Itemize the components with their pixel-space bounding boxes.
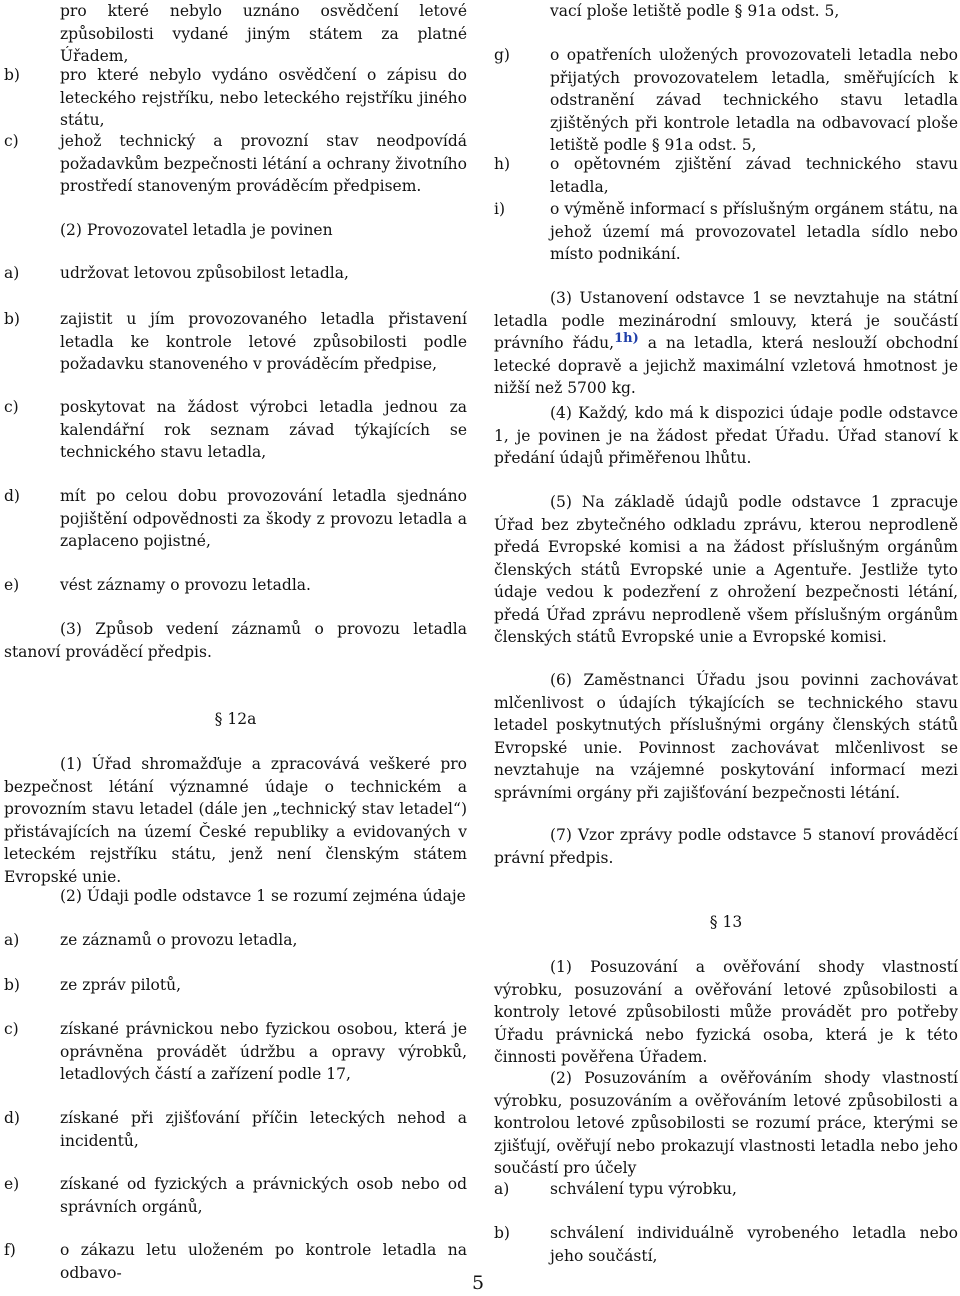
paragraph-6: (6) Zaměstnanci Úřadu jsou povinni zachovávat mlčenlivost o údajích týkajících se technického stavu letadel poskytnutých příslušnými orgány členských států Evropské unie. Povinnost zachovávat mlčenlivost se nevztahuje na vzájemné poskytování informací mezi správními orgány při zajišťování bezpečnosti létání. <box>494 671 958 802</box>
list-text: mít po celou dobu provozování letadla sjednáno pojištění odpovědnosti za škody z provozu letadla a zaplaceno pojistné, <box>60 487 467 550</box>
list-item-e <box>4 1173 467 1218</box>
list-label: i) <box>494 200 506 218</box>
list-text: získané při zjišťování příčin leteckých nehod a incidentů, <box>60 1109 467 1150</box>
list-label: e) <box>4 1175 20 1193</box>
list-text: zajistit u jím provozovaného letadla přistavení letadla ke kontrole letové způsobilosti podle požadavku stanoveného v prováděcím předpise, <box>60 310 467 373</box>
list-item-i <box>494 198 958 266</box>
list-label: g) <box>494 46 510 64</box>
list-label: a) <box>4 931 20 949</box>
section-heading-13: § 13 <box>709 913 743 931</box>
list-text: schválení typu výrobku, <box>550 1180 737 1198</box>
list-item-a <box>494 1178 958 1201</box>
paragraph-4: (4) Každý, kdo má k dispozici údaje podle odstavce 1, je povinen je na žádost předat Úřadu. Úřad stanoví k předání údajů přiměřenou lhůtu. <box>494 404 958 467</box>
paragraph-2: (2) Provozovatel letadla je povinen <box>60 221 333 239</box>
list-label: b) <box>4 976 20 994</box>
list-label: b) <box>4 66 20 84</box>
section-13-paragraph-2: (2) Posuzováním a ověřováním shody vlastností výrobku, posuzováním a ověřováním letové způsobilosti a kontrolou letové způsobilosti se rozumí práce, kterými se zjišťují, ověřují nebo prokazují vlastnosti letadla nebo jeho součástí pro účely <box>494 1069 958 1177</box>
list-item-b <box>494 1222 958 1267</box>
footnote-reference[interactable]: 1h) <box>614 330 639 346</box>
list-label: d) <box>4 487 20 505</box>
section-heading-12a: § 12a <box>214 710 257 728</box>
section-13-paragraph-1: (1) Posuzování a ověřování shody vlastností výrobku, posuzování a ověřování letové způsobilosti a kontroly letové způsobilosti může provádět pro potřeby Úřadu právnická nebo fyzická osoba, která je k této činnosti pověřena Úřadem. <box>494 958 958 1066</box>
list-item-c <box>4 1018 467 1086</box>
list-item-d <box>4 1107 467 1152</box>
list-text: pro které nebylo vydáno osvědčení o zápisu do leteckého rejstříku, nebo leteckého rejstříku jiného státu, <box>60 66 467 129</box>
list-label: b) <box>494 1224 510 1242</box>
list-text: ze záznamů o provozu letadla, <box>60 931 298 949</box>
list-item-b <box>4 64 467 132</box>
list-item-g <box>494 44 958 157</box>
paragraph-3-text-cont: a na letadla, která neslouží obchodní letecké dopravě a jejichž maximální vzletová hmotnost je nižší než 5700 kg. <box>494 334 958 397</box>
list-label: f) <box>4 1241 16 1259</box>
list-item-b <box>4 974 467 997</box>
list-item-a <box>4 262 467 285</box>
item-a-continuation: pro které nebylo uznáno osvědčení letové způsobilosti vydané jiným státem za platné Úřadem, <box>60 2 467 65</box>
list-item-f <box>4 1239 467 1284</box>
list-label: c) <box>4 1020 19 1038</box>
paragraph-3-text: (3) Ustanovení odstavce 1 se nevztahuje na státní letadla podle mezinárodní smlouvy, která je součástí právního řádu, <box>494 289 958 352</box>
list-text: získané právnickou nebo fyzickou osobou, která je oprávněna provádět údržbu a opravy výrobků, letadlových částí a zařízení podle 17, <box>60 1020 467 1083</box>
list-item-d <box>4 485 467 553</box>
list-text: jehož technický a provozní stav neodpovídá požadavkům bezpečnosti létání a ochrany životního prostředí stanoveným prováděcím předpisem. <box>60 132 467 195</box>
paragraph-7: (7) Vzor zprávy podle odstavce 5 stanoví prováděcí právní předpis. <box>494 826 958 867</box>
list-label: d) <box>4 1109 20 1127</box>
list-item-e <box>4 574 467 597</box>
list-label: a) <box>4 264 20 282</box>
list-item-h <box>494 153 958 198</box>
list-item-b <box>4 308 467 376</box>
list-text: vést záznamy o provozu letadla. <box>60 576 311 594</box>
section-12a-paragraph-2: (2) Údaji podle odstavce 1 se rozumí zejména údaje <box>60 887 466 905</box>
list-text: udržovat letovou způsobilost letadla, <box>60 264 349 282</box>
item-f-continuation: vací ploše letiště podle § 91a odst. 5, <box>550 2 840 20</box>
list-text: ze zpráv pilotů, <box>60 976 181 994</box>
paragraph-5: (5) Na základě údajů podle odstavce 1 zpracuje Úřad bez zbytečného odkladu zprávu, kterou neprodleně předá Evropské komisi a na žádost příslušným orgánům členských států Evropské unie a Agentuře. Jestliže tyto údaje vedou k podezření z ohrožení bezpečnosti létání, předá Úřad zprávu neprodleně všem příslušným orgánům členských států Evropské unie a Evropské komisi. <box>494 493 958 646</box>
list-label: a) <box>494 1180 510 1198</box>
list-label: c) <box>4 398 19 416</box>
list-text: získané od fyzických a právnických osob nebo od správních orgánů, <box>60 1175 467 1216</box>
list-item-c <box>4 396 467 464</box>
list-text: schválení individuálně vyrobeného letadla nebo jeho součástí, <box>550 1224 958 1265</box>
paragraph-3: (3) Způsob vedení záznamů o provozu letadla stanoví prováděcí předpis. <box>4 620 467 661</box>
section-12a-paragraph-1: (1) Úřad shromažďuje a zpracovává veškeré pro bezpečnost létání významné údaje o technickém a provozním stavu letadel (dále jen „technický stav letadel“) přistávajících na území České republiky a evidovaných v leteckém rejstříku státu, jenž není členským státem Evropské unie. <box>4 755 467 886</box>
list-item-c <box>4 130 467 198</box>
paragraph-3 <box>494 287 958 400</box>
list-item-a <box>4 929 467 952</box>
list-label: c) <box>4 132 19 150</box>
list-text: o zákazu letu uloženém po kontrole letadla na odbavo- <box>60 1241 467 1282</box>
list-label: h) <box>494 155 511 173</box>
list-text: o opatřeních uložených provozovateli letadla nebo přijatých provozovatelem letadla, směřujících k odstranění závad technického stavu letadla zjištěných při kontrole letadla na odbavovací ploše letiště podle § 91a odst. 5, <box>550 46 958 154</box>
list-label: b) <box>4 310 20 328</box>
list-label: e) <box>4 576 20 594</box>
list-text: o opětovném zjištění závad technického stavu letadla, <box>550 155 958 196</box>
list-text: poskytovat na žádost výrobci letadla jednou za kalendářní rok seznam závad týkajících se technického stavu letadla, <box>60 398 467 461</box>
page-number: 5 <box>472 1272 485 1294</box>
list-text: o výměně informací s příslušným orgánem státu, na jehož území má provozovatel letadla sídlo nebo místo podnikání. <box>550 200 958 263</box>
